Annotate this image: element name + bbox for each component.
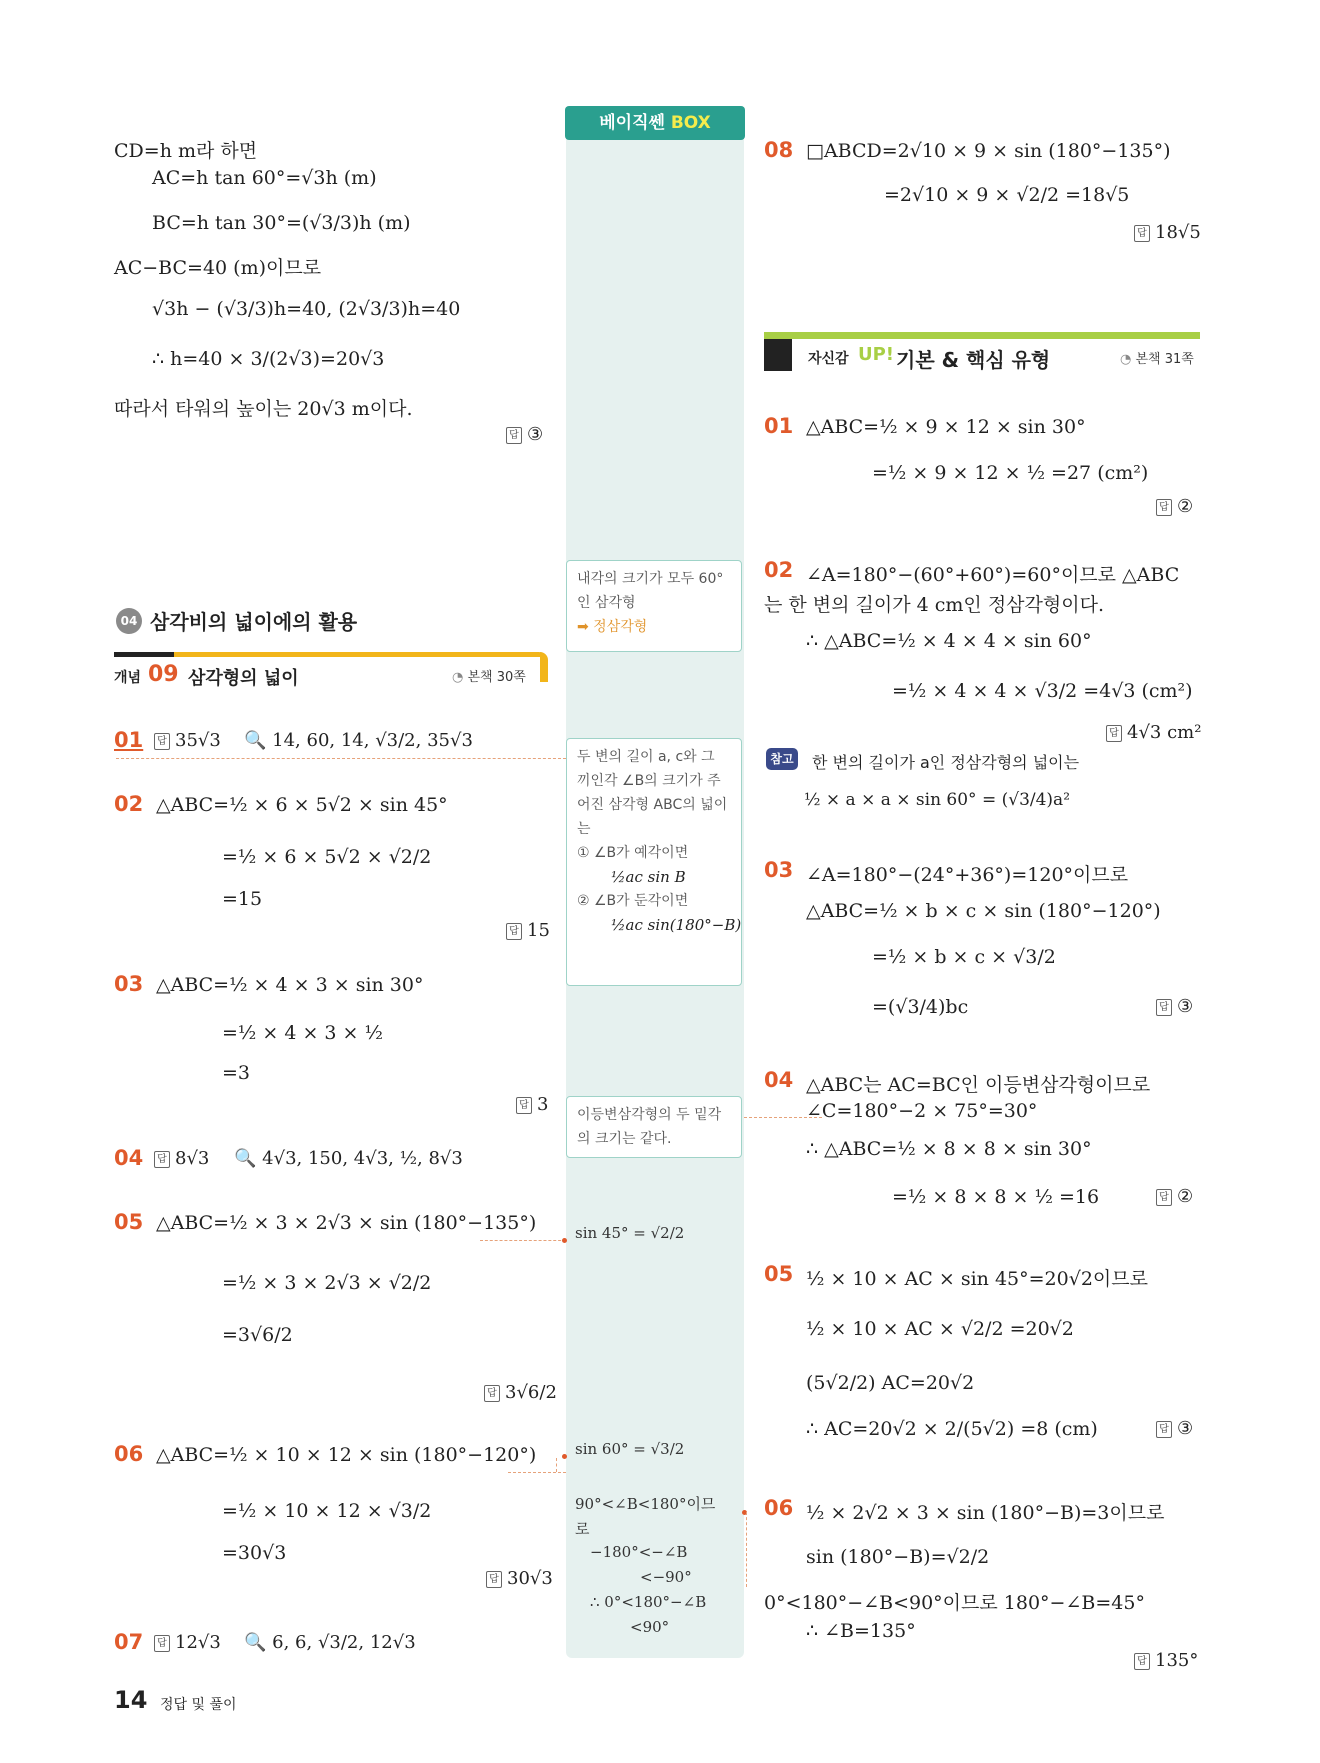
connector-dot xyxy=(562,1238,567,1243)
q03-line3: =½ × b × c × √3/2 xyxy=(872,946,1056,968)
problem-01-answer: 답 35√3 xyxy=(154,730,221,751)
q04-answer: 답 ② xyxy=(1156,1186,1193,1207)
q05-line1: ½ × 10 × AC × sin 45°=20√2이므로 xyxy=(806,1268,1148,1290)
concept-label: 개념 xyxy=(114,670,142,686)
q04-line2: ∠C=180°−2 × 75°=30° xyxy=(806,1100,1038,1122)
note-sin60: sin 60° = √3/2 xyxy=(575,1440,685,1458)
section-number: 04 xyxy=(116,608,142,634)
footer-label: 정답 및 풀이 xyxy=(160,1697,237,1713)
q06-answer: 답 135° xyxy=(1134,1650,1198,1671)
line-conclusion: 따라서 타워의 높이는 20√3 m이다. xyxy=(114,398,413,420)
note-angle-range-3: −180°<−∠B xyxy=(590,1543,688,1561)
q06-line1: ½ × 2√2 × 3 × sin (180°−B)=3이므로 xyxy=(806,1502,1165,1524)
q02-line2: 는 한 변의 길이가 4 cm인 정삼각형이다. xyxy=(764,594,1104,616)
note-angle-range-6: <90° xyxy=(630,1618,670,1636)
problem-03-line3: =3 xyxy=(222,1062,251,1084)
section-book-ref: ◔ 본책 31쪽 xyxy=(1120,352,1194,367)
line-ac-bc: AC−BC=40 (m)이므로 xyxy=(114,257,322,279)
problem-06-line1: △ABC=½ × 10 × 12 × sin (180°−120°) xyxy=(156,1444,537,1466)
line-ac: AC=h tan 60°=√3h (m) xyxy=(152,167,377,189)
note-triangle-area: 두 변의 길이 a, c와 그 끼인각 ∠B의 크기가 주어진 삼각형 ABC의 넓이는 ① ∠B가 예각이면 ½ac sin B ② ∠B가 둔각이면 ½ac sin(180°−B) xyxy=(566,738,742,986)
line-bc: BC=h tan 30°=(√3/3)h (m) xyxy=(152,212,411,234)
note-angle-range-4: <−90° xyxy=(640,1568,692,1586)
answer-icon: 답 xyxy=(154,1151,170,1168)
problem-04-answer: 답 8√3 xyxy=(154,1148,209,1169)
problem-08-line2: =2√10 × 9 × √2/2 =18√5 xyxy=(884,184,1130,206)
problem-06-answer: 답 30√3 xyxy=(486,1568,553,1589)
answer-icon: 답 xyxy=(486,1571,502,1588)
reference-formula: ½ × a × a × sin 60° = (√3/4)a² xyxy=(804,790,1071,810)
connector-line xyxy=(746,1512,747,1587)
problem-07-number: 07 xyxy=(114,1630,144,1654)
answer-icon: 답 xyxy=(154,733,170,750)
answer-prev: 답 ③ xyxy=(506,424,543,445)
q06-line2: sin (180°−B)=√2/2 xyxy=(806,1546,990,1568)
note-sin45: sin 45° = √2/2 xyxy=(575,1224,685,1242)
q01-line1: △ABC=½ × 9 × 12 × sin 30° xyxy=(806,416,1086,438)
q01-number: 01 xyxy=(764,414,794,438)
connector-dot xyxy=(562,1454,567,1459)
line-solution: ∴ h=40 × 3/(2√3)=20√3 xyxy=(152,348,385,370)
problem-05-line1: △ABC=½ × 3 × 2√3 × sin (180°−135°) xyxy=(156,1212,537,1234)
q05-answer: 답 ③ xyxy=(1156,1418,1193,1439)
problem-06-number: 06 xyxy=(114,1442,144,1466)
problem-02-line1: △ABC=½ × 6 × 5√2 × sin 45° xyxy=(156,794,448,816)
connector-line xyxy=(556,1458,557,1472)
page-number: 14 xyxy=(114,1686,148,1714)
answer-icon: 답 xyxy=(1156,1421,1172,1438)
q03-line4: =(√3/4)bc xyxy=(872,996,969,1018)
answer-icon: 답 xyxy=(516,1097,532,1114)
problem-01-hint: 🔍 14, 60, 14, √3/2, 35√3 xyxy=(244,730,473,751)
section-bar-dark xyxy=(764,339,792,371)
note-angle-range-1: 90°<∠B<180°이므 xyxy=(575,1495,716,1513)
problem-06-line2: =½ × 10 × 12 × √3/2 xyxy=(222,1500,432,1522)
reference-badge: 참고 xyxy=(766,748,798,770)
problem-01-number: 01 xyxy=(114,728,144,752)
problem-02-line2: =½ × 6 × 5√2 × √2/2 xyxy=(222,846,432,868)
q02-line1: ∠A=180°−(60°+60°)=60°이므로 △ABC xyxy=(806,564,1180,586)
q06-line3: 0°<180°−∠B<90°이므로 180°−∠B=45° xyxy=(764,1592,1145,1614)
connector-line xyxy=(508,1472,566,1473)
concept-number: 09 xyxy=(148,662,179,687)
q04-line3: ∴ △ABC=½ × 8 × 8 × sin 30° xyxy=(806,1138,1092,1160)
problem-03-answer: 답 3 xyxy=(516,1094,548,1115)
line-cd: CD=h m라 하면 xyxy=(114,140,258,162)
note-angle-range-5: ∴ 0°<180°−∠B xyxy=(590,1593,707,1611)
problem-03-number: 03 xyxy=(114,972,144,996)
q01-line2: =½ × 9 × 12 × ½ =27 (cm²) xyxy=(872,462,1149,484)
answer-icon: 답 xyxy=(484,1385,500,1402)
problem-05-line3: =3√6/2 xyxy=(222,1324,293,1346)
section-bar xyxy=(764,332,1200,339)
problem-08-number: 08 xyxy=(764,138,794,162)
note-angle-range-2: 로 xyxy=(575,1520,590,1538)
q05-line3: (5√2/2) AC=20√2 xyxy=(806,1372,975,1394)
answer-icon: 답 xyxy=(1156,499,1172,516)
box-title: 베이직쎈 BOX xyxy=(565,106,745,140)
concept-bar xyxy=(174,652,544,657)
magnifier-icon: 🔍 xyxy=(244,1632,267,1653)
q04-number: 04 xyxy=(764,1068,794,1092)
q03-line1: ∠A=180°−(24°+36°)=120°이므로 xyxy=(806,864,1129,886)
problem-02-line3: =15 xyxy=(222,888,263,910)
q02-answer: 답 4√3 cm² xyxy=(1106,722,1201,743)
connector-line xyxy=(116,758,566,759)
problem-08-line1: □ABCD=2√10 × 9 × sin (180°−135°) xyxy=(806,140,1171,162)
q06-line4: ∴ ∠B=135° xyxy=(806,1620,916,1642)
connector-line xyxy=(480,1240,566,1241)
problem-03-line2: =½ × 4 × 3 × ½ xyxy=(222,1022,383,1044)
section-label: 자신감 xyxy=(808,351,849,367)
section-title-right: 기본 & 핵심 유형 xyxy=(896,348,1051,372)
note-equilateral: 내각의 크기가 모두 60° 인 삼각형 ➡ 정삼각형 xyxy=(566,560,742,652)
line-equation: √3h − (√3/3)h=40, (2√3/3)h=40 xyxy=(152,298,461,320)
answer-icon: 답 xyxy=(1134,225,1150,242)
section-up: UP! xyxy=(858,344,895,365)
q01-answer: 답 ② xyxy=(1156,496,1193,517)
problem-03-line1: △ABC=½ × 4 × 3 × sin 30° xyxy=(156,974,424,996)
problem-07-answer: 답 12√3 xyxy=(154,1632,221,1653)
q02-number: 02 xyxy=(764,558,794,582)
answer-icon: 답 xyxy=(506,427,522,444)
concept-book-ref: ◔ 본책 30쪽 xyxy=(452,670,526,685)
answer-icon: 답 xyxy=(1134,1653,1150,1670)
problem-04-number: 04 xyxy=(114,1146,144,1170)
concept-bar-dark xyxy=(114,652,174,657)
problem-05-answer: 답 3√6/2 xyxy=(484,1382,557,1403)
problem-06-line3: =30√3 xyxy=(222,1542,287,1564)
answer-icon: 답 xyxy=(1156,999,1172,1016)
q03-line2: △ABC=½ × b × c × sin (180°−120°) xyxy=(806,900,1161,922)
problem-05-line2: =½ × 3 × 2√3 × √2/2 xyxy=(222,1272,432,1294)
q05-line2: ½ × 10 × AC × √2/2 =20√2 xyxy=(806,1318,1074,1340)
problem-08-answer: 답 18√5 xyxy=(1134,222,1201,243)
q05-line4: ∴ AC=20√2 × 2/(5√2) =8 (cm) xyxy=(806,1418,1098,1440)
q02-line3: ∴ △ABC=½ × 4 × 4 × sin 60° xyxy=(806,630,1092,652)
concept-title: 삼각형의 넓이 xyxy=(188,668,299,689)
section-title: 삼각비의 넓이에의 활용 xyxy=(150,610,358,634)
q06-number: 06 xyxy=(764,1496,794,1520)
answer-icon: 답 xyxy=(154,1635,170,1652)
q05-number: 05 xyxy=(764,1262,794,1286)
concept-bar-corner xyxy=(540,652,548,682)
reference-text: 한 변의 길이가 a인 정삼각형의 넓이는 xyxy=(812,753,1080,772)
problem-02-answer: 답 15 xyxy=(506,920,550,941)
problem-05-number: 05 xyxy=(114,1210,144,1234)
answer-icon: 답 xyxy=(506,923,522,940)
magnifier-icon: 🔍 xyxy=(234,1148,257,1169)
q04-line1: △ABC는 AC=BC인 이등변삼각형이므로 xyxy=(806,1074,1151,1096)
magnifier-icon: 🔍 xyxy=(244,730,267,751)
problem-07-hint: 🔍 6, 6, √3/2, 12√3 xyxy=(244,1632,416,1653)
problem-04-hint: 🔍 4√3, 150, 4√3, ½, 8√3 xyxy=(234,1148,463,1169)
q03-number: 03 xyxy=(764,858,794,882)
q02-line4: =½ × 4 × 4 × √3/2 =4√3 (cm²) xyxy=(892,680,1193,702)
note-isosceles: 이등변삼각형의 두 밑각의 크기는 같다. xyxy=(566,1096,742,1158)
q04-line4: =½ × 8 × 8 × ½ =16 xyxy=(892,1186,1100,1208)
answer-icon: 답 xyxy=(1106,725,1122,742)
q03-answer: 답 ③ xyxy=(1156,996,1193,1017)
answer-icon: 답 xyxy=(1156,1189,1172,1206)
problem-02-number: 02 xyxy=(114,792,144,816)
